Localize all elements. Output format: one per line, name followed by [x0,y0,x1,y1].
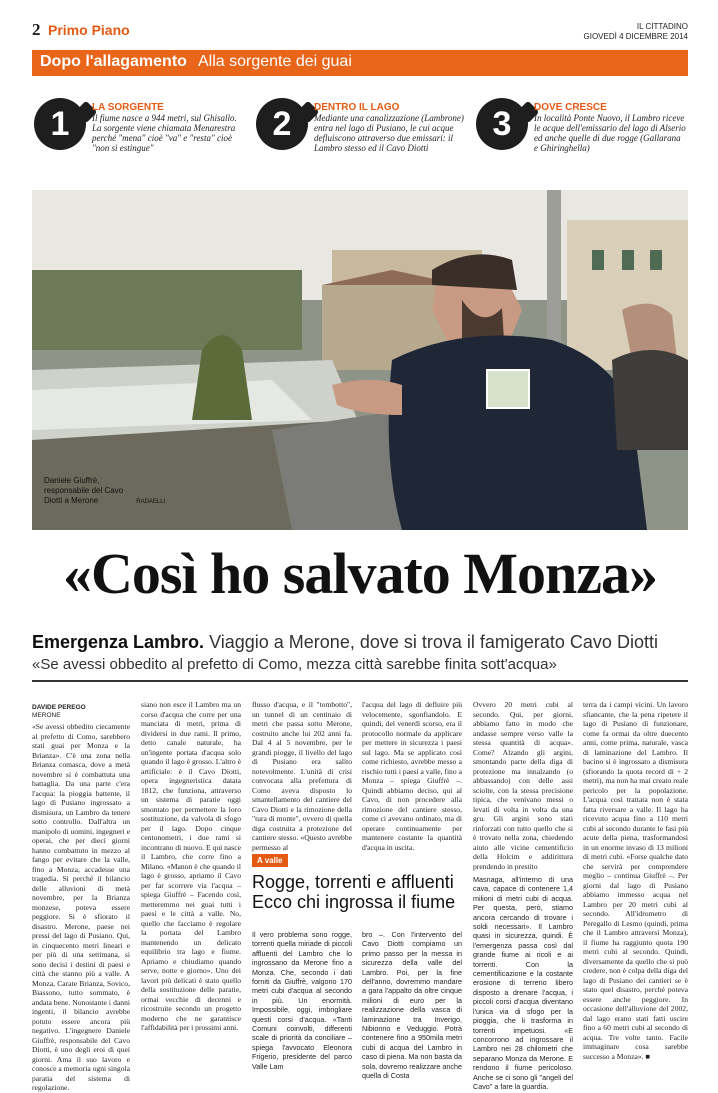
step-title: LA SORGENTE [92,102,164,113]
sidebar-title: Rogge, torrenti e affluenti Ecco chi ingrossa il fiume [252,872,456,912]
issue-date: GIOVEDÌ 4 DICEMBRE 2014 [583,32,688,41]
step-number-badge: 2 [256,98,308,150]
step-title: DENTRO IL LAGO [314,102,400,113]
deck-text: Viaggio a Merone, dove si trova il famigerato Cavo Diotti [209,632,658,652]
article-column-6: terra da i campi vicini. Un lavoro sfiancante, che la pena ripetere il lago di Pusiano di funzionare, come fa ormai da oltre duecento anni, come prima, naturale, vasca di laminazione del Lambro. Il bacino si è ingrossato a dismisura (sfiorando la quota record di + 2 metri), ma non ha mai creato reale pericolo per la popolazione. L'acqua così trattata non è stata fatta riversare a valle. Il lago ha ricevuto acqua fino a 110 metri cubi al secondo durante le fasi più acute della piena, trasformandosi in un enorme invaso di 13 milioni di metri cubi. «Forse qualche dato che servirà per comprendere meglio – continua Giuffrè –. Per giorni dal lago di Pusiano abbiamo immesso acqua nel Lambro per 20 metri cubi al secondo. All'idrometro di Peregallo di Lesmo (quindi, prima che il Lambro attraversi Monza), il fiume ha raggiunto quota 190 metri cubi al secondo. Quindi, diversamente da quello che si può credere, non è colpa della diga del lago di Pusiano dei cantieri se è stato quel disastro, perché poteva essere anche peggiore. In occasione dell'alluvione del 2002, dal lago erano stati fatti uscire fino a 60 metri cubi al secondo di acqua. Tre volte tanto. Facile immaginare cosa sarebbe successo a Monza». ■ [583,700,688,1061]
deck-line-1 [32,632,688,653]
banner-subtitle: Alla sorgente dei guai [198,53,352,70]
dateline-place: MERONE [32,712,61,719]
sidebar-column-1: Il vero problema sono rogge, torrenti quella miriade di piccoli affluenti del Lambro che lo ingrossano da Merone fino a Monza. Che, secondo i dati forniti da Giuffrè, valgono 170 metri cubi d'acqua al secondo in più. Un enormità. Impossibile, oggi, imbrigliare questi corsi d'acqua. «Tanti Comuni coinvolti, differenti scale di priorità da conciliare – spiega l'avvocato Eleonora Frigerio, presidente del parco Valle Lam [252,930,352,1071]
article-column-2: siano non esce il Lambro ma un corso d'acqua che corre per una manciata di metri, prima di dividersi in due rami. Il primo, detto canale naturale, ha un'ingente portata d'acqua solo quando il lago è grosso. L'altro è artificiale: è il Cavo Diotti, opera ingegneristica datata 1812, che funziona, attraverso un sistema di paratie oggi smontato per permettere la loro sostituzione, da valvola di sfogo per il lago. Dopo cinque centonometri, i due rami si incontrano di nuovo. E qui nasce il Lambro, che corre fino a Milano. «Manon è che quando il lago è grosso, apriamo il Cavo per far scorrere via l'acqua – spiega Giuffrè – Facendo così, metteremmo nei guai tutti i paesi e le città a valle. No, quello che facciamo è regolare la portata del Lambro mantenendo un delicato equilibrio tra lago e fiume. Apriamo e chiudiamo quando serve, notte e giorno». Uno dei lavori più delicati è stato quello della sostituzione delle paratie, ormai vecchie di decenni e ricostruite secondo un progetto moderno che ne garantisce l'affidabilità per i prossimi anni. [141,700,241,1032]
sidebar-label: A valle [252,854,288,867]
topic-banner [32,50,688,76]
step-2 [256,98,471,158]
headline: «Così ho salvato Monza» [62,541,658,606]
section-name: Primo Piano [48,22,130,38]
step-3 [476,98,691,158]
step-text: Mediante una canalizzazione (Lambrone) entra nel lago di Pusiano, le cui acque defluiscono attraverso due emissari: il Lambro stesso ed il Cavo Diotti [314,113,464,153]
page-header [32,20,688,44]
article-column-5: Ovvero 20 metri cubi al secondo. Qui, per giorni, abbiamo fatto in modo che andasse sempre verso valle la stessa quantità di acqua». Come? Alzando gli argini, smontando parte della diga di protezione ma innalzando (o abbassando) con delle assi sciolte, con la stessa precisione tipica, che venivano messi o levati di volta in volta da una gru. Gli argini sono stati rinforzati con tutto quello che si è trovato nella zona, chiedendo aiuto alle vicine cementificio della Holcim e addirittura prendendo in prestito [473,700,573,871]
step-text: In località Ponte Nuovo, il Lambro riceve le acque dell'emissario del lago di Alserio ed anche quelle di due rogge (Gallarana e Ghiringhella) [534,113,686,153]
paper-name: IL CITTADINO [636,22,688,31]
article-column-3: flusso d'acqua, e il "tombotto", un tunnel di un centinaio di metri che passa sotto Merone, costruito anche lui 202 anni fa. Dal 4 al 5 novembre, per le grandi piogge, il livello del lago di Pusiano era salito notevolmente. L'unità di crisi convocata alla prefettura di Como aveva disposto lo smantellamento del cantiere del Cavo Diotti e la rimozione della "tura di monte", ovvero di quella diga costruita a protezione del cantiere stesso. «Questo avrebbe permesso al [252,700,352,852]
step-number-badge: 3 [476,98,528,150]
step-title: DOVE CRESCE [534,102,607,113]
banner-topic: Dopo l'allagamento [40,53,187,70]
masthead [584,22,688,42]
step-1 [34,98,249,158]
page-number: 2 [32,20,41,39]
photo-credit: RADAELLI [136,499,166,505]
divider [32,680,688,682]
caption-text: Daniele Giuffrè, responsabile del Cavo Diotti a Merone [44,476,124,505]
sidebar-column-2: bro –. Con l'intervento del Cavo Diotti compiamo un primo passo per la messa in sicurezza della valle del Lambro. Poi, per la fine dell'anno, dovremmo mandare a gara l'appalto da oltre cinque milioni di euro per la realizzazione della vasca di laminazione tra Inverigo, Nibionno e Veduggio. Potrà contenere fino a 950mila metri cubi di acqua del Lambro in caso di piena. Ma non basta da sola, dovremo realizzare anche quella di Costa [362,930,462,1081]
sidebar-column-3: Masnaga, all'interno di una cava, capace di contenere 1,4 milioni di metri cubi di acqua. Per questa, però, stiamo ancora cercando di trovare i soldi necessari». Il Lambro quasi in sicurezza, quindi. È l'emergenza passa così dal grande fiume ai ricoli e ai torrenti. Con la cementificazione e la costante erosione di terreno libero disposto a drenare l'acqua, i piccoli corsi d'acqua diventano l'unica via di sfogo per la pioggia, che li trasforma in torrenti impetuosi. «E concorrono ad ingrossare il Lambro nei 28 chilometri che separano Monza da Merone. E rendono il fiume pericoloso. Anche se ci sono gli "angeli del Cavo" a fare la guardia. [473,875,573,1091]
byline: DAVIDE PEREGO [32,704,86,711]
article-column-1: «Se avessi obbedito ciecamente al prefetto di Como, sarebbero stati guai per Monza e la Brianza». C'è una zona nella Brianza comasca, dove a metà novembre si è combattuta una battaglia. Da una parte c'era l'acqua: la pioggia battente, il lago di Pusiano ingrossato a dismisura, un Lambro da tenere sotto controllo. Dall'altra un manipolo di uomini, ingegneri e operai, che per dieci giorni hanno combattuto in mezzo al fango per evitare che la valle, fino a Monza, accadesse una tragedia. Si perché il bilancio delle alluvioni di metà novembre, per la Brianza monzese, poteva essere peggiore. Si è sfiorato il disastro. Merone, paese nei pressi del lago di Pusiano. Qui, in cinquecento metri lineari e per più di una settimana, si sono decisi i destini di paesi e città che stanno più a valle. A Monza, Carate Brianza, Sovico, Biassono, tutto sommato, è andata bene. Nonostante i danni ingenti, il bilancio avrebbe potuto essere ancora più negativo. L'ingegnere Daniele Giuffrè, responsabile del Cavo Diotti, è uno degli eroi di quei giorni. Ama il suo lavoro e conosce a memoria ogni singola paratia del sistema di regolazione. [32,722,130,1092]
deck-line-2: «Se avessi obbedito al prefetto di Como, mezza città sarebbe finita sott'acqua» [32,656,557,673]
photo-caption [44,476,165,507]
article-column-4: l'acqua del lago di defluire più velocemente, sgonfiandolo. E quindi, del venerdì scorso, era il protocollo normale da applicare per mettere in sicurezza i paesi sul lago. Ma se applicato così come richiesto, avrebbe messo a rischio tutti i paesi a valle, fino a Monza – spiega Giuffrè –. Quindi abbiamo deciso, qui al Cavo, di non procedere alla rimozione del cantiere stesso, come ci avevano ordinato, ma di operare continuamente per mantenere costante la quantità d'acqua in uscita. [362,700,462,852]
step-text: Il fiume nasce a 944 metri, sul Ghisallo. La sorgente viene chiamata Menarestra perché "mena" cioè "va" e "resta" cioè "non si estingue" [92,113,237,153]
step-number-badge: 1 [34,98,86,150]
deck-kicker: Emergenza Lambro. [32,632,205,652]
